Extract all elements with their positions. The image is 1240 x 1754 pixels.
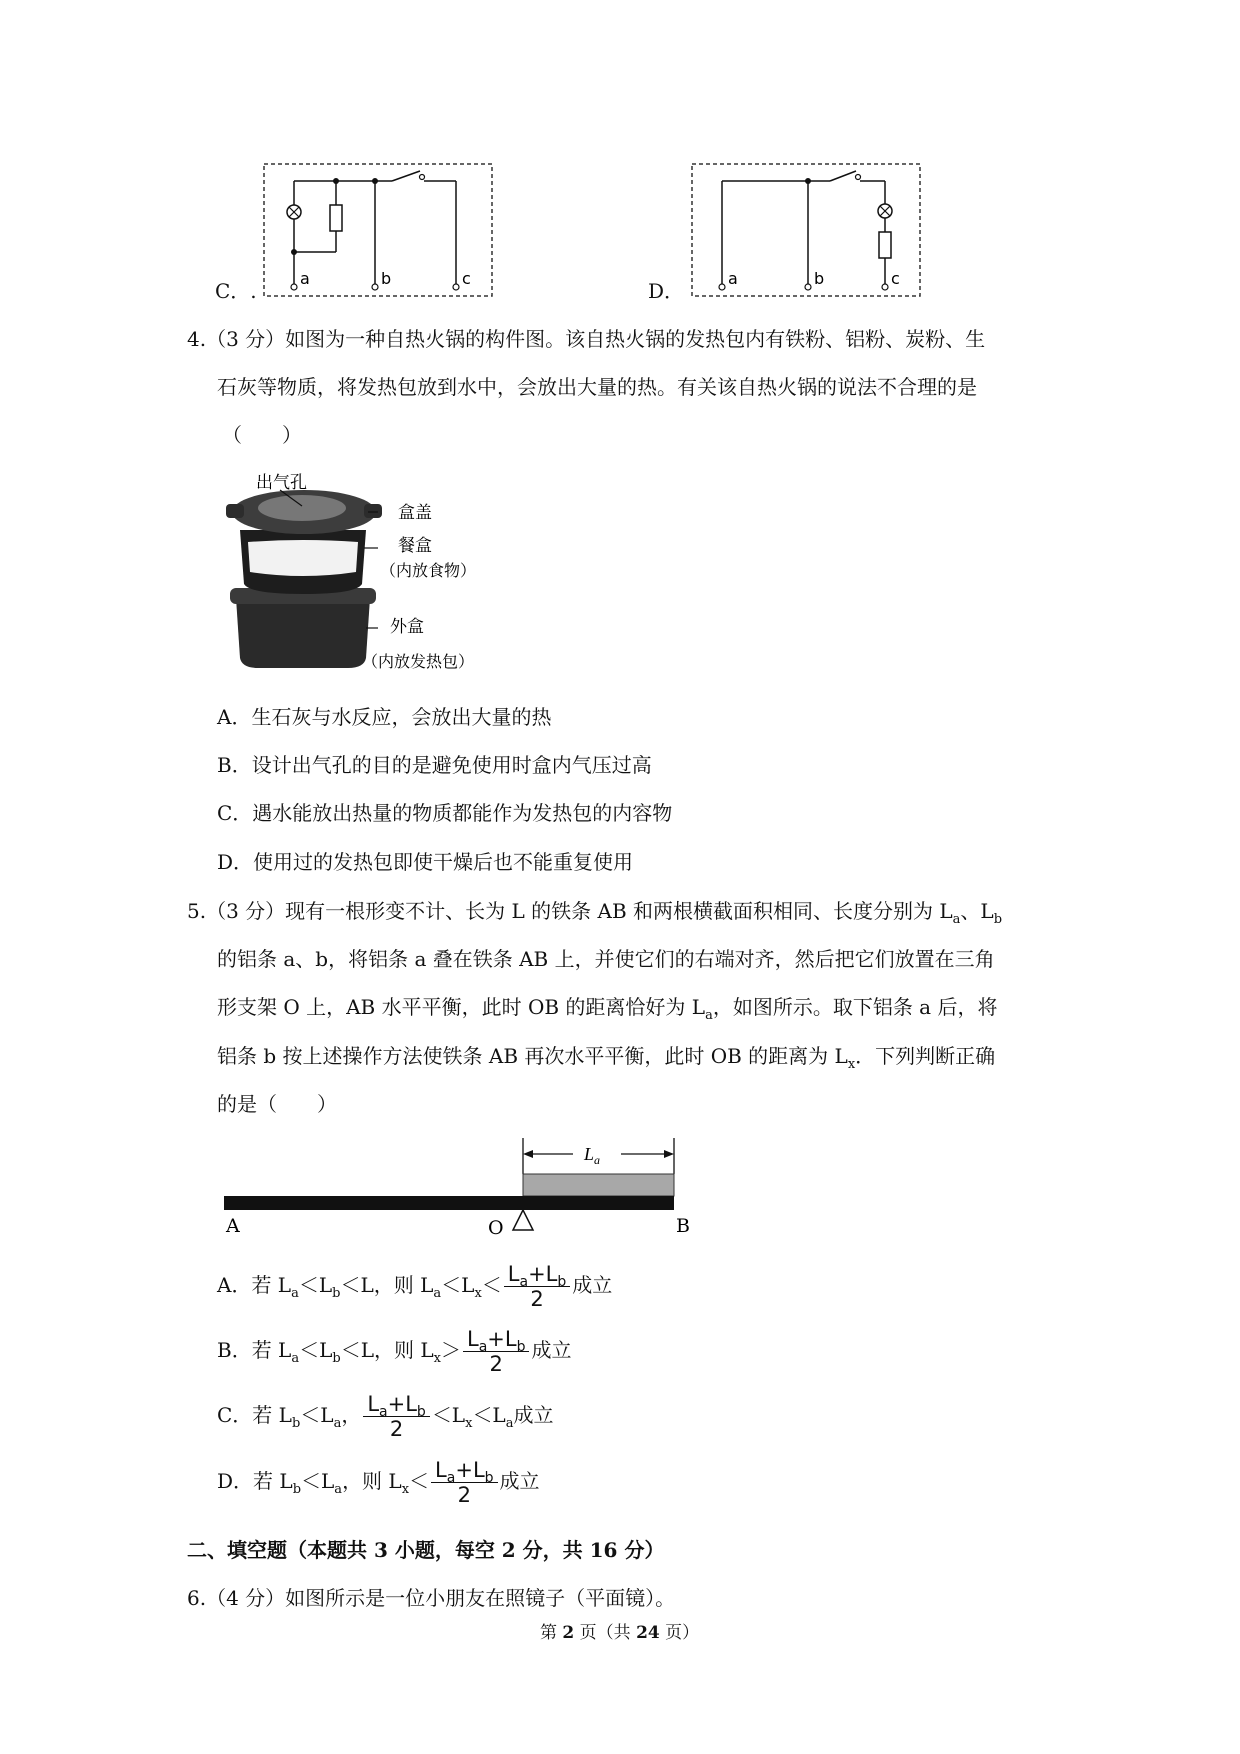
circuit-diagram-d [690, 160, 924, 300]
food-box-note: （内放食物） [380, 561, 477, 580]
fraction: $\frac{L_a+L_b}{2}$ [431, 1458, 497, 1507]
q5-stem-line2: 的铝条 a、b，将铝条 a 叠在铁条 AB 上，并使它们的右端对齐，然后把它们放置在三角 [217, 947, 995, 971]
section-2-heading: 二、填空题（本题共 3 小题，每空 2 分，共 16 分） [187, 1538, 665, 1562]
point-o-label: O [488, 1217, 504, 1239]
page-footer: 第 2 页（共 24 页） [540, 1623, 700, 1643]
terminal-c-label: c [462, 269, 471, 288]
q5-stem-line3: 形支架 O 上，AB 水平平衡，此时 OB 的距离恰好为 $L_a$，如图所示。取下铝条 a 后，将 [217, 995, 998, 1023]
circuit-diagram-c [262, 160, 496, 300]
q4-stem-line2: 石灰等物质，将发热包放到水中，会放出大量的热。有关该自热火锅的说法不合理的是 [217, 375, 977, 399]
q6-stem: 6.（4 分）如图所示是一位小朋友在照镜子（平面镜）。 [187, 1586, 676, 1610]
q4-option-b: B．设计出气孔的目的是避免使用时盒内气压过高 [217, 753, 652, 777]
fraction: $\frac{L_a+L_b}{2}$ [504, 1262, 570, 1311]
q5-stem-line1: 5.（3 分）现有一根形变不计、长为 L 的铁条 AB 和两根横截面积相同、长度分别为 $L_a$、$L_b$ [187, 899, 1003, 927]
terminal-b-label: b [381, 269, 392, 288]
dashed-box [264, 164, 492, 296]
terminal-a-label: a [728, 269, 738, 288]
q5-option-d: D．若 $L_b<L_a$，则 $L_x<$ $\frac{L_a+L_b}{2}$ 成立 [217, 1458, 540, 1507]
q4-stem-line1: 4.（3 分）如图为一种自热火锅的构件图。该自热火锅的发热包内有铁粉、铝粉、炭粉、生 [187, 327, 986, 351]
aluminium-strip-a [523, 1174, 674, 1196]
terminal-c-label: c [891, 269, 900, 288]
food-box-label: 餐盒 [398, 536, 432, 556]
q4-option-c: C．遇水能放出热量的物质都能作为发热包的内容物 [217, 801, 673, 825]
point-b-label: B [676, 1215, 690, 1237]
iron-bar-ab [224, 1196, 674, 1210]
outer-box-shape [236, 598, 370, 668]
q5-stem-line5: 的是（ ） [217, 1092, 337, 1116]
outer-box-label: 外盒 [390, 617, 424, 637]
vent-label: 出气孔 [256, 473, 307, 493]
dashed-box [692, 164, 920, 296]
q5-option-b: B．若 $L_a<L_b<L$，则 $L_x>$ $\frac{L_a+L_b}{2}$ 成立 [217, 1327, 572, 1376]
outer-box-note: （内放发热包） [362, 652, 475, 671]
resistor-icon [330, 205, 342, 231]
lid-label: 盒盖 [398, 503, 432, 523]
option-c-label: C．. [215, 279, 257, 303]
point-a-label: A [226, 1215, 240, 1237]
fraction: $\frac{L_a+L_b}{2}$ [463, 1327, 529, 1376]
lever-figure [218, 1138, 698, 1248]
q5-option-c: C．若 $L_b<L_a$， $\frac{L_a+L_b}{2}$ $<L_x<L_a$成立 [217, 1392, 554, 1441]
switch [392, 171, 420, 181]
resistor-icon [879, 232, 891, 258]
terminal-a-label: a [300, 269, 310, 288]
q4-stem-line3: （ ） [222, 423, 302, 447]
q5-stem-line4: 铝条 b 按上述操作方法使铁条 AB 再次水平平衡，此时 OB 的距离为 $L_x$．下列判断正确 [217, 1044, 996, 1072]
q4-option-d: D．使用过的发热包即使干燥后也不能重复使用 [217, 850, 634, 874]
fulcrum-triangle [513, 1210, 533, 1230]
option-d-label: D． [648, 279, 685, 303]
q5-option-a: A．若 $L_a<L_b<L$，则 $L_a<L_x<$ $\frac{L_a+L_b}{2}$ 成立 [217, 1262, 613, 1311]
hotpot-figure [218, 468, 498, 680]
q4-option-a: A．生石灰与水反应，会放出大量的热 [217, 705, 552, 729]
la-label: $L_a$ [584, 1144, 601, 1167]
switch [830, 171, 856, 181]
fraction: $\frac{L_a+L_b}{2}$ [363, 1392, 429, 1441]
terminal-b-label: b [814, 269, 825, 288]
